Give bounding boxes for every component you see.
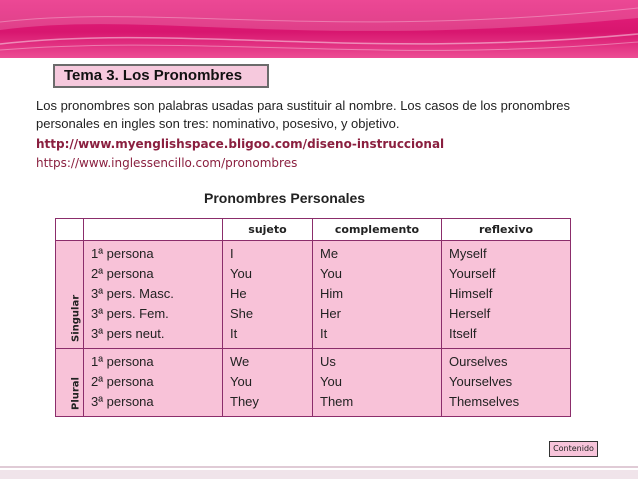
pronoun-reflexivo: Herself bbox=[449, 306, 491, 321]
pronouns-table bbox=[55, 218, 571, 417]
slide-title: Tema 3. Los Pronombres bbox=[53, 64, 269, 88]
contenido-button[interactable]: Contenido bbox=[549, 441, 598, 457]
group-label-singular: Singular bbox=[70, 294, 81, 342]
pronoun-reflexivo: Themselves bbox=[449, 394, 520, 409]
pronoun-complemento: Us bbox=[320, 354, 336, 369]
reflexivo-cell bbox=[442, 349, 571, 417]
pronoun-sujeto: You bbox=[230, 266, 252, 281]
reference-link-inglessencillo[interactable]: https://www.inglessencillo.com/pronombres bbox=[36, 156, 298, 170]
pronoun-reflexivo: Yourself bbox=[449, 266, 496, 281]
pronoun-reflexivo: Ourselves bbox=[449, 354, 508, 369]
pronoun-reflexivo: Yourselves bbox=[449, 374, 513, 389]
intro-paragraph: Los pronombres son palabras usadas para sustituir al nombre. Los casos de los pronombres personales en ingles son tres: nominativo, posesivo, y objetivo. bbox=[36, 98, 571, 131]
pronoun-sujeto: They bbox=[230, 394, 259, 409]
persons-cell bbox=[84, 349, 223, 417]
sujeto-cell bbox=[223, 241, 313, 349]
table-title: Pronombres Personales bbox=[204, 190, 366, 206]
person-label: 2ª persona bbox=[91, 266, 154, 281]
table-row-plural bbox=[56, 349, 571, 417]
banner-swoosh-decoration bbox=[0, 0, 638, 58]
pronoun-complemento: Her bbox=[320, 306, 341, 321]
person-label: 3ª persona bbox=[91, 394, 154, 409]
person-label: 3ª pers. Fem. bbox=[91, 306, 169, 321]
header-complemento: complemento bbox=[313, 219, 442, 241]
persons-cell bbox=[84, 241, 223, 349]
pronoun-sujeto: I bbox=[230, 246, 234, 261]
header-sujeto: sujeto bbox=[223, 219, 313, 241]
table-row-singular bbox=[56, 241, 571, 349]
person-label: 3ª pers neut. bbox=[91, 326, 165, 341]
pronoun-complemento: Him bbox=[320, 286, 344, 301]
complemento-cell bbox=[313, 349, 442, 417]
person-label: 1ª persona bbox=[91, 354, 154, 369]
reflexivo-cell bbox=[442, 241, 571, 349]
table-header-row bbox=[56, 219, 571, 241]
pronoun-complemento: It bbox=[320, 326, 328, 341]
footer-bar bbox=[0, 470, 638, 479]
pronoun-sujeto: We bbox=[230, 354, 250, 369]
pronoun-complemento: You bbox=[320, 374, 342, 389]
pronoun-reflexivo: Himself bbox=[449, 286, 493, 301]
header-banner bbox=[0, 0, 638, 58]
group-label-cell bbox=[56, 349, 84, 417]
sujeto-cell bbox=[223, 349, 313, 417]
person-label: 2ª persona bbox=[91, 374, 154, 389]
pronoun-complemento: You bbox=[320, 266, 342, 281]
header-reflexivo: reflexivo bbox=[442, 219, 571, 241]
pronoun-reflexivo: Itself bbox=[449, 326, 477, 341]
pronoun-complemento: Them bbox=[320, 394, 354, 409]
pronoun-sujeto: It bbox=[230, 326, 238, 341]
person-label: 1ª persona bbox=[91, 246, 154, 261]
pronoun-sujeto: You bbox=[230, 374, 252, 389]
header-empty-cell bbox=[84, 219, 223, 241]
pronoun-complemento: Me bbox=[320, 246, 339, 261]
complemento-cell bbox=[313, 241, 442, 349]
pronoun-sujeto: She bbox=[230, 306, 254, 321]
group-label-plural: Plural bbox=[70, 377, 81, 410]
pronoun-reflexivo: Myself bbox=[449, 246, 487, 261]
header-empty-cell bbox=[56, 219, 84, 241]
footer-divider bbox=[0, 466, 638, 468]
reference-link-myenglishspace[interactable]: http://www.myenglishspace.bligoo.com/diseno-instruccional bbox=[36, 137, 445, 151]
group-label-cell bbox=[56, 241, 84, 349]
pronoun-sujeto: He bbox=[230, 286, 247, 301]
person-label: 3ª pers. Masc. bbox=[91, 286, 174, 301]
